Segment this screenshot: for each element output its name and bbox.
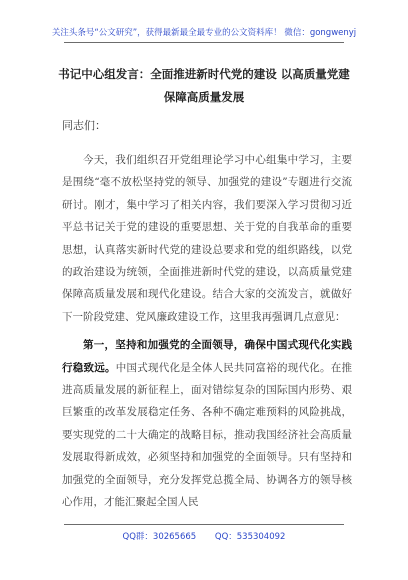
title-line-2: 保障高质量发展 — [163, 90, 245, 104]
footer-qq: QQ：535304092 — [214, 532, 286, 542]
paragraph-1: 今天，我们组织召开党组理论学习中心组集中学习，主要是围绕“毫不放松坚持党的领导、加强党的建设”专题进行交流研讨。刚才，集中学习了相关内容，我们要深入学习贯彻习近平总书记关于党的建设的重要思想、关于党的自我革命的重要思想，认真落实新时代党的建设总要求和党的组织路线，以党的政治建设为统领，全面推进新时代党的建设，以高质量党建保障高质量发展和现代化建设。结合大家的交流发言，就做好下一阶段党建、党风廉政建设工作，这里我再强调几点意见： — [62, 154, 352, 323]
page-footer — [0, 530, 408, 542]
title-line-1: 书记中心组发言：全面推进新时代党的建设 以高质量党建 — [58, 67, 350, 81]
footer-divider — [64, 524, 344, 525]
paragraph-2-heading: 第一，坚持和加强党的全面领导，确保中国式现代化实践行稳致远。 — [62, 339, 352, 374]
page-header — [0, 26, 408, 38]
salutation: 同志们： — [62, 119, 106, 132]
document-title — [30, 63, 378, 109]
footer-qq-group: QQ群：30265665 — [122, 532, 197, 542]
paragraph-2 — [62, 334, 352, 513]
header-text: 关注头条号“公文研究”，获得最新最全最专业的公文资料库！ 微信：gongwenyj — [51, 28, 357, 38]
document-body — [62, 149, 352, 520]
paragraph-2-text: 中国式现代化是全体人民共同富裕的现代化。在推进高质量发展的新征程上，面对错综复杂的国际国内形势、艰巨繁重的改革发展稳定任务、各种不确定难预料的风险挑战，要实现党的二十大确定的战略目标，推动我国经济社会高质量发展取得新成效，必须坚持和加强党的全面领导。只有坚持和加强党的全面领导，充分发挥党总揽全局、协调各方的领导核心作用，才能汇聚起全国人民 — [62, 361, 352, 509]
header-divider — [64, 42, 344, 43]
